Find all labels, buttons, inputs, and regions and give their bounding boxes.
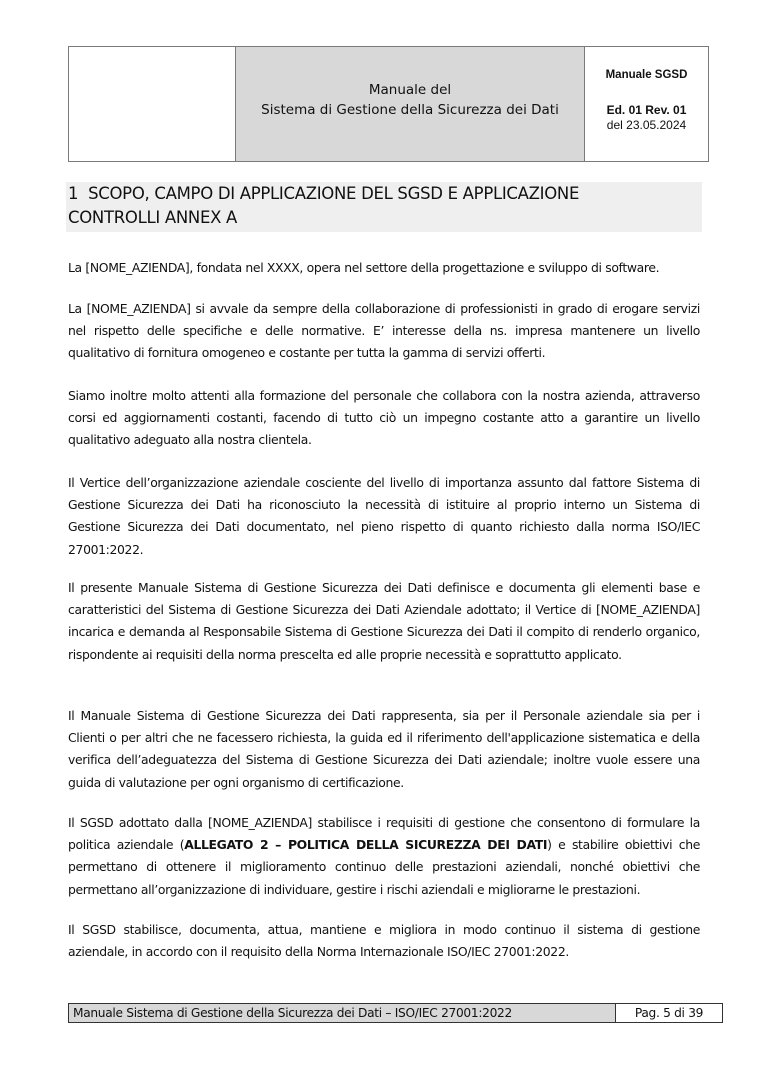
section-heading-line-1: 1 SCOPO, CAMPO DI APPLICAZIONE DEL SGSD E APPLICAZIONE: [68, 184, 580, 203]
body-paragraph-7: [68, 812, 700, 901]
body-paragraph-3: [68, 385, 700, 452]
section-heading-line-2: CONTROLLI ANNEX A: [68, 208, 238, 227]
document-meta-cell: [585, 47, 708, 161]
paragraph-text: [68, 812, 700, 901]
annex-reference: ALLEGATO 2 – POLITICA DELLA SICUREZZA DEI DATI: [184, 837, 548, 853]
paragraph-text: Il Vertice dell’organizzazione aziendale cosciente del livello di importanza assunto dal fattore Sistema di Gestione Sicurezza dei Dati ha riconosciuto la necessità di istituire al proprio interno un Sistema di Gestione Sicurezza dei Dati documentato, nel pieno rispetto di quanto richiesto dalla norma ISO/IEC 27001:2022.: [68, 475, 700, 557]
paragraph-text-before: Il SGSD adottato dalla [NOME_AZIENDA] stabilisce i requisiti di gestione che consentono di formulare la politica aziendale (: [68, 815, 700, 853]
paragraph-text: La [NOME_AZIENDA], fondata nel XXXX, opera nel settore della progettazione e sviluppo di software.: [68, 260, 660, 275]
header-table: [68, 46, 709, 162]
document-code: Manuale SGSD: [605, 69, 688, 81]
document-title-cell: [236, 47, 585, 161]
page-number: Pag. 5 di 39: [616, 1004, 722, 1022]
paragraph-text: Il Manuale Sistema di Gestione Sicurezza dei Dati rappresenta, sia per il Personale aziendale sia per i Clienti o per altri che ne facessero richiesta, la guida ed il riferimento dell'applicazione sistematica e della verifica dell’adeguatezza del Sistema di Gestione Sicurezza dei Dati aziendale; inoltre vuole essere una guida di valutazione per ogni organismo di certificazione.: [68, 708, 700, 790]
page-footer: [68, 1003, 723, 1023]
paragraph-text: Il SGSD stabilisce, documenta, attua, mantiene e migliora in modo continuo il sistema di gestione aziendale, in accordo con il requisito della Norma Internazionale ISO/IEC 27001:2022.: [68, 922, 700, 960]
logo-cell: [69, 47, 236, 161]
body-paragraph-8: [68, 919, 700, 963]
body-paragraph-1: [68, 257, 700, 279]
body-paragraph-2: [68, 298, 700, 365]
revision-date: del 23.05.2024: [606, 118, 687, 132]
paragraph-text: Il presente Manuale Sistema di Gestione Sicurezza dei Dati definisce e documenta gli elementi base e caratteristici del Sistema di Gestione Sicurezza dei Dati Aziendale adottato; il Vertice di [NOME_AZIENDA] incarica e demanda al Responsabile Sistema di Gestione Sicurezza dei Dati il compito di renderlo organico, rispondente ai requisiti della norma prescelta ed alle proprie necessità e soprattutto applicato.: [68, 580, 700, 662]
title-line-1: Manuale del: [368, 82, 452, 98]
edition-revision: Ed. 01 Rev. 01: [606, 103, 687, 117]
section-heading: [66, 182, 702, 232]
body-paragraph-5: [68, 577, 700, 666]
title-line-2: Sistema di Gestione della Sicurezza dei Dati: [261, 102, 559, 118]
footer-document-title: Manuale Sistema di Gestione della Sicurezza dei Dati – ISO/IEC 27001:2022: [69, 1004, 616, 1022]
paragraph-text: La [NOME_AZIENDA] si avvale da sempre della collaborazione di professionisti in grado di erogare servizi nel rispetto delle specifiche e delle normative. E’ interesse della ns. impresa mantenere un livello qualitativo di fornitura omogeneo e costante per tutta la gamma di servizi offerti.: [68, 301, 700, 361]
paragraph-text-after: ) e stabilire obiettivi che permettano di ottenere il miglioramento continuo delle prestazioni aziendali, nonché obiettivi che permettano all’organizzazione di individuare, gestire i rischi aziendali e migliorarne le prestazioni.: [68, 837, 700, 897]
body-paragraph-4: [68, 472, 700, 561]
body-paragraph-6: [68, 705, 700, 794]
paragraph-text: Siamo inoltre molto attenti alla formazione del personale che collabora con la nostra azienda, attraverso corsi ed aggiornamenti costanti, facendo di tutto ciò un impegno costante atto a garantire un livello qualitativo adeguato alla nostra clientela.: [68, 388, 700, 448]
